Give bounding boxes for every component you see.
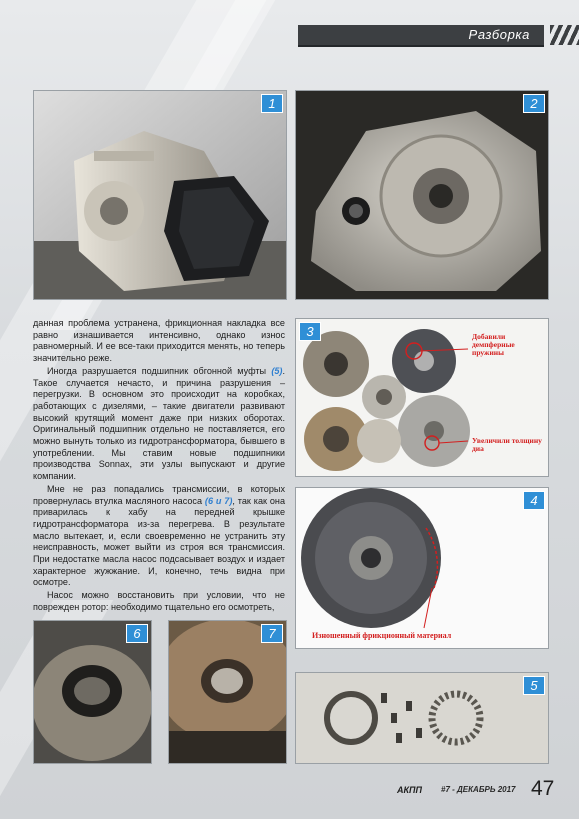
photo-number-3: 3	[299, 322, 321, 341]
page-number: 47	[531, 777, 555, 800]
paragraph-1: данная проблема устранена, фрикционная накладка все равно изнашивается интенсивно, однако износ равномерный. И ее все-таки приходится менять, но теперь значительно реже.	[33, 318, 285, 364]
photo-4	[295, 487, 549, 649]
photo-number-2: 2	[523, 94, 545, 113]
photo-3	[295, 318, 549, 477]
photo-number-7: 7	[261, 624, 283, 643]
photo-number-4: 4	[523, 491, 545, 510]
paragraph-4: Насос можно восстановить при условии, что не поврежден ротор: необходимо тщательно его осмотреть,	[33, 590, 285, 612]
photo-number-1: 1	[261, 94, 283, 113]
issue-label: #7 - ДЕКАБРЬ 2017	[441, 785, 516, 794]
article-body	[33, 318, 285, 615]
photo-number-6: 6	[126, 624, 148, 643]
photo-5	[295, 672, 549, 764]
header-stripes	[550, 25, 579, 45]
transmission-housing-image	[296, 91, 548, 299]
paragraph-2: Иногда разрушается подшипник обгонной муфты (5). Такое случается нечасто, и причина разрушения – перегрузки. В основном это происходит на коробках, работающих с дизелями, – такие двигатели развивают высокий крутящий момент даже при низких оборотах. Оригинальный подшипник отдельно не поставляется, его можно вынуть только из гидротрансформатора, бывшего в употреблении. Мы ставим новые подшипники производства Sonnax, эти узлы выпускают и другие компании.	[33, 365, 285, 482]
photo-ref-5: (5)	[271, 365, 283, 376]
photo-1	[33, 90, 287, 300]
paragraph-3: Мне не раз попадались трансмиссии, в которых провернулась втулка масляного насоса (6 и 7), так как она приварилась к хабу на передней крышке гидротрансформатора из-за перегрева. В результате масло вытекает, и, если своевременно не устранить эту неисправность, может выйти из строя вся трансмиссия. При недостатке масла насос подсасывает воздух и издает характерное жужжание. И, конечно, течь видна при осмотре.	[33, 483, 286, 588]
annotation-thickness: Увеличили толщину диа	[472, 436, 542, 453]
section-label: Разборка	[468, 27, 530, 42]
magazine-name: АКПП	[397, 785, 422, 795]
annotation-springs: Добавили демпферные пружины	[472, 332, 515, 357]
bearing-parts-image	[296, 673, 548, 763]
photo-2	[295, 90, 549, 300]
photo-number-5: 5	[523, 676, 545, 695]
section-header	[298, 25, 544, 47]
photo-6	[33, 620, 152, 764]
photo-ref-6-7: (6 и 7)	[204, 495, 233, 506]
converter-cover-image	[296, 488, 548, 648]
annotation-worn-friction: Изношенный фрикционный материал	[312, 631, 452, 640]
transmission-side-image	[34, 91, 286, 299]
photo-7	[168, 620, 287, 764]
